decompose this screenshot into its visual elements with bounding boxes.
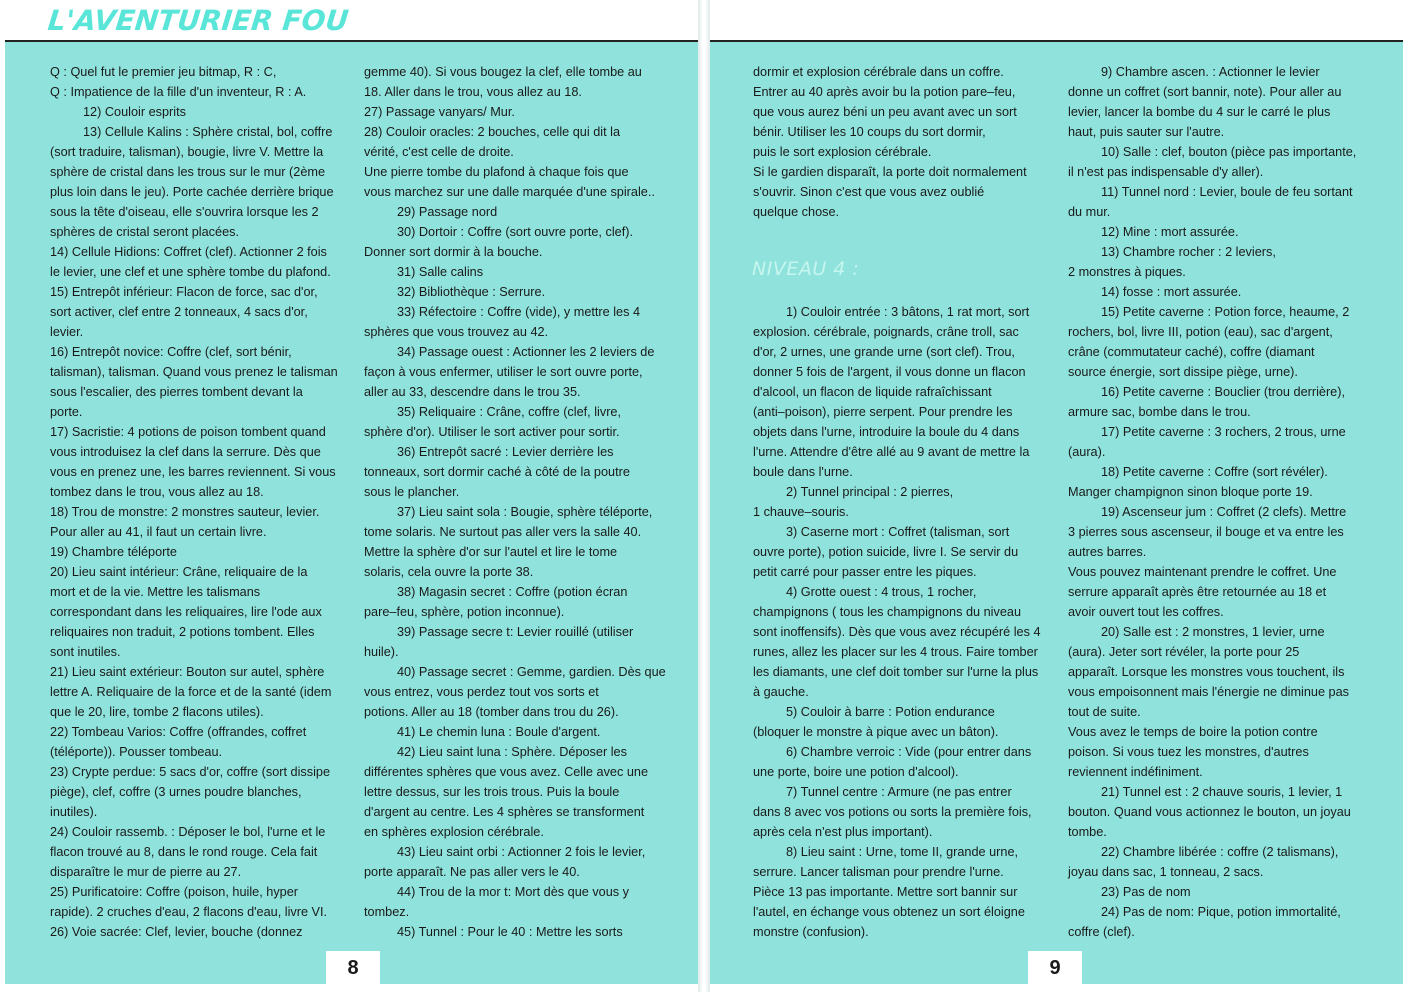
- text-line: sphère de cristal dans les trous sur le mur (2ème: [50, 165, 326, 179]
- text-line: après cela n'est plus important).: [753, 825, 933, 839]
- text-line: différentes sphères que vous avez. Celle avec une: [364, 765, 649, 779]
- text-line: sous la tête d'oiseau, elle s'ouvrira lorsque les 2: [50, 205, 319, 219]
- text-line: 43) Lieu saint orbi : Actionner 2 fois le levier,: [397, 845, 646, 859]
- text-line: l'urne. Attendre d'être allé au 9 avant de mettre la: [753, 445, 1030, 459]
- text-line: (bloquer le monstre à pique avec un bâton).: [753, 725, 999, 739]
- text-line: tombez dans le trou, vous allez au 18.: [50, 485, 264, 499]
- text-line: 4) Grotte ouest : 4 trous, 1 rocher,: [786, 585, 977, 599]
- text-line: piège), clef, coffre (3 urnes poudre blanches,: [50, 785, 302, 799]
- text-line: vous introduisez la clef dans la serrure. Dès que: [50, 445, 321, 459]
- text-line: armure sac, bombe dans le trou.: [1068, 405, 1251, 419]
- text-line: 5) Couloir à barre : Potion endurance: [786, 705, 995, 719]
- text-line: sont inoffensifs). Dès que vous avez récupéré les 4: [753, 625, 1041, 639]
- text-line: sous l'escalier, des pierres tombent devant la: [50, 385, 303, 399]
- text-line: 27) Passage vanyars/ Mur.: [364, 105, 515, 119]
- text-line: donne un coffret (sort bannir, note). Pour aller au: [1068, 85, 1342, 99]
- text-line: tombe.: [1068, 825, 1107, 839]
- header-rule-right: [710, 40, 1403, 42]
- text-line: crâne (commutateur caché), coffre (diamant: [1068, 345, 1315, 359]
- text-line: porte apparaît. Ne pas aller vers le 40.: [364, 865, 580, 879]
- text-line: 22) Chambre libérée : coffre (2 talismans),: [1101, 845, 1339, 859]
- text-line: apparaît. Lorsque les monstres vous touchent, ils: [1068, 665, 1345, 679]
- text-line: 31) Salle calins: [397, 265, 484, 279]
- text-line: 30) Dortoir : Coffre (sort ouvre porte, clef).: [397, 225, 633, 239]
- text-line: reviennent indéfiniment.: [1068, 765, 1203, 779]
- text-line: tome solaris. Ne surtout pas aller vers la salle 40.: [364, 525, 642, 539]
- text-line: solaris, cela ouvre la porte 38.: [364, 565, 534, 579]
- text-column-1: [50, 62, 350, 942]
- text-line: sont inutiles.: [50, 645, 121, 659]
- text-line: coffre (clef).: [1068, 925, 1135, 939]
- text-line: 20) Lieu saint intérieur: Crâne, reliquaire de la: [50, 565, 308, 579]
- text-line: l'autel, en échange vous obtenez un sort éloigne: [753, 905, 1025, 919]
- text-line: tout de suite.: [1068, 705, 1141, 719]
- text-line: les diamants, une clef doit tomber sur l'urne la plus: [753, 665, 1039, 679]
- text-line: 19) Chambre téléporte: [50, 545, 177, 559]
- text-line: (aura).: [1068, 445, 1106, 459]
- magazine-title: L'AVENTURIER FOU: [46, 4, 351, 37]
- text-line: source énergie, sort dissipe piège, urne).: [1068, 365, 1298, 379]
- text-line: 25) Purificatoire: Coffre (poison, huile, hyper: [50, 885, 299, 899]
- text-line: 24) Pas de nom: Pique, potion immortalité,: [1101, 905, 1341, 919]
- text-line: 17) Sacristie: 4 potions de poison tombent quand: [50, 425, 326, 439]
- text-line: champignons ( tous les champignons du niveau: [753, 605, 1022, 619]
- text-line: 13) Cellule Kalins : Sphère cristal, bol, coffre: [83, 125, 333, 139]
- text-line: quelque chose.: [753, 205, 840, 219]
- text-line: 19) Ascenseur jum : Coffret (2 clefs). Mettre: [1101, 505, 1347, 519]
- text-line: 41) Le chemin luna : Boule d'argent.: [397, 725, 601, 739]
- text-line: Manger champignon sinon bloque porte 19.: [1068, 485, 1313, 499]
- text-line: 3 pierres sous ascenseur, il bouge et va entre les: [1068, 525, 1344, 539]
- text-line: 3) Caserne mort : Coffret (talisman, sort: [786, 525, 1010, 539]
- text-line: 11) Tunnel nord : Levier, boule de feu sortant: [1101, 185, 1353, 199]
- text-line: 18) Trou de monstre: 2 monstres sauteur, levier.: [50, 505, 320, 519]
- text-line: vérité, c'est celle de droite.: [364, 145, 514, 159]
- text-line: correspondant dans les reliquaires, lire l'ode aux: [50, 605, 322, 619]
- text-line: mort et de la vie. Mettre les talismans: [50, 585, 261, 599]
- text-line: que le 20, lire, tombe 2 flacons utiles).: [50, 705, 264, 719]
- text-line: 22) Tombeau Varios: Coffre (offrandes, coffret: [50, 725, 307, 739]
- text-line: rapide). 2 cruches d'eau, 2 flacons d'eau, livre VI.: [50, 905, 328, 919]
- text-column-4: [1068, 62, 1368, 942]
- text-line: d'or, 2 urnes, une grande urne (sort clef). Trou,: [753, 345, 1015, 359]
- text-line: 12) Mine : mort assurée.: [1101, 225, 1239, 239]
- text-line: 12) Couloir esprits: [83, 105, 186, 119]
- text-line: rochers, bol, livre III, potion (eau), sac d'argent,: [1068, 325, 1333, 339]
- text-line: [753, 222, 1053, 242]
- text-line: 24) Couloir rassemb. : Déposer le bol, l'urne et le: [50, 825, 326, 839]
- text-line: 37) Lieu saint sola : Bougie, sphère téléporte,: [397, 505, 653, 519]
- text-line: potions. Aller au 18 (tomber dans trou du 26).: [364, 705, 619, 719]
- text-line: pare–feu, sphère, potion inconnue).: [364, 605, 565, 619]
- text-line: 42) Lieu saint luna : Sphère. Déposer les: [397, 745, 627, 759]
- text-line: 15) Petite caverne : Potion force, heaume, 2: [1101, 305, 1350, 319]
- text-line: monstre (confusion).: [753, 925, 869, 939]
- text-line: serrure. Lancer talisman pour prendre l'urne.: [753, 865, 1004, 879]
- text-line: Pour aller au 41, il faut un certain livre.: [50, 525, 267, 539]
- page-number-left: 8: [326, 951, 380, 985]
- text-line: ouvre porte), potion suicide, livre I. Se servir du: [753, 545, 1019, 559]
- text-line: 21) Lieu saint extérieur: Bouton sur autel, sphère: [50, 665, 325, 679]
- text-line: donner 5 fois de l'argent, il vous donne un flacon: [753, 365, 1026, 379]
- text-line: (aura). Jeter sort révéler, la porte pour 25: [1068, 645, 1300, 659]
- text-line: 38) Magasin secret : Coffre (potion écran: [397, 585, 628, 599]
- page-number-right: 9: [1028, 951, 1082, 985]
- text-line: gemme 40). Si vous bougez la clef, elle tombe au: [364, 65, 642, 79]
- text-line: autres barres.: [1068, 545, 1147, 559]
- text-line: 14) Cellule Hidions: Coffret (clef). Actionner 2 fois: [50, 245, 327, 259]
- text-line: sphères que vous trouvez au 42.: [364, 325, 549, 339]
- text-line: vous en prenez une, les barres reviennent. Si vous: [50, 465, 336, 479]
- text-line: façon à vous enfermer, utiliser le sort ouvre porte,: [364, 365, 643, 379]
- text-line: 16) Petite caverne : Bouclier (trou derrière),: [1101, 385, 1345, 399]
- text-line: 16) Entrepôt novice: Coffre (clef, sort bénir,: [50, 345, 292, 359]
- text-line: d'alcool, un flacon de liquide rafraîchissant: [753, 385, 992, 399]
- text-line: 32) Bibliothèque : Serrure.: [397, 285, 546, 299]
- text-line: 28) Couloir oracles: 2 bouches, celle qui dit la: [364, 125, 621, 139]
- text-line: 17) Petite caverne : 3 rochers, 2 trous, urne: [1101, 425, 1346, 439]
- text-line: 23) Crypte perdue: 5 sacs d'or, coffre (sort dissipe: [50, 765, 331, 779]
- text-line: (téléporte)). Pousser tombeau.: [50, 745, 223, 759]
- text-line: Vous avez le temps de boire la potion contre: [1068, 725, 1318, 739]
- text-line: porte.: [50, 405, 83, 419]
- text-line: plus loin dans le jeu). Porte cachée derrière brique: [50, 185, 334, 199]
- text-line: en sphères explosion cérébrale.: [364, 825, 544, 839]
- text-line: sort activer, clef entre 2 tonneaux, 4 sacs d'or,: [50, 305, 308, 319]
- text-line: vous empoisonnent mais l'énergie ne diminue pas: [1068, 685, 1350, 699]
- text-line: 36) Entrepôt sacré : Levier derrière les: [397, 445, 614, 459]
- text-line: 2) Tunnel principal : 2 pierres,: [786, 485, 954, 499]
- text-column-2: [364, 62, 664, 942]
- text-line: levier, lancer la bombe du 4 sur le carré le plus: [1068, 105, 1331, 119]
- text-line: 2 monstres à piques.: [1068, 265, 1186, 279]
- text-line: sous le plancher.: [364, 485, 460, 499]
- text-line: avoir ouvert tout les coffres.: [1068, 605, 1224, 619]
- text-line: reliquaires non traduit, 2 potions tombent. Elles: [50, 625, 315, 639]
- text-line: 34) Passage ouest : Actionner les 2 leviers de: [397, 345, 655, 359]
- text-line: bouton. Quand vous actionnez le bouton, un joyau: [1068, 805, 1351, 819]
- text-line: d'argent au centre. Les 4 sphères se transforment: [364, 805, 645, 819]
- text-line: 45) Tunnel : Pour le 40 : Mettre les sorts: [397, 925, 623, 939]
- text-line: Une pierre tombe du plafond à chaque fois que: [364, 165, 629, 179]
- text-line: (sort traduire, talisman), bougie, livre V. Mettre la: [50, 145, 324, 159]
- text-line: 15) Entrepôt inférieur: Flacon de force, sac d'or,: [50, 285, 318, 299]
- text-line: 44) Trou de la mor t: Mort dès que vous y: [397, 885, 630, 899]
- text-line: 1) Couloir entrée : 3 bâtons, 1 rat mort, sort: [786, 305, 1030, 319]
- text-line: 13) Chambre rocher : 2 leviers,: [1101, 245, 1276, 259]
- text-line: 6) Chambre verroic : Vide (pour entrer dans: [786, 745, 1032, 759]
- text-line: Si le gardien disparaît, la porte doit normalement: [753, 165, 1027, 179]
- text-line: Q : Impatience de la fille d'un inventeur, R : A.: [50, 85, 307, 99]
- text-line: dans 8 avec vos potions ou sorts la première fois,: [753, 805, 1032, 819]
- text-line: s'ouvrir. Sinon c'est que vous avez oublié: [753, 185, 985, 199]
- text-line: haut, puis sauter sur l'autre.: [1068, 125, 1225, 139]
- text-line: 1 chauve–souris.: [753, 505, 849, 519]
- text-line: 35) Reliquaire : Crâne, coffre (clef, livre,: [397, 405, 622, 419]
- text-line: sphères de cristal seront placées.: [50, 225, 239, 239]
- text-line: objets dans l'urne, introduire la boule du 4 dans: [753, 425, 1020, 439]
- text-line: dormir et explosion cérébrale dans un coffre.: [753, 65, 1004, 79]
- text-line: flacon trouvé au 8, dans le rond rouge. Cela fait: [50, 845, 318, 859]
- text-line: bénir. Utiliser les 10 coups du sort dormir,: [753, 125, 986, 139]
- text-line: tombez.: [364, 905, 410, 919]
- text-line: huile).: [364, 645, 399, 659]
- text-line: petit carré pour passer entre les piques.: [753, 565, 977, 579]
- text-line: inutiles).: [50, 805, 98, 819]
- text-line: Entrer au 40 après avoir bu la potion pare–feu,: [753, 85, 1016, 99]
- text-line: [753, 282, 1053, 302]
- text-line: 8) Lieu saint : Urne, tome II, grande urne,: [786, 845, 1019, 859]
- text-line: à gauche.: [753, 685, 809, 699]
- page-gutter: [698, 0, 710, 992]
- text-line: levier.: [50, 325, 84, 339]
- text-line: 18. Aller dans le trou, vous allez au 18.: [364, 85, 582, 99]
- text-line: Q : Quel fut le premier jeu bitmap, R : C,: [50, 65, 277, 79]
- text-line: talisman), talisman. Quand vous prenez le talisman: [50, 365, 338, 379]
- section-heading: NIVEAU 4 :: [752, 258, 860, 280]
- text-line: Mettre la sphère d'or sur l'autel et lire le tome: [364, 545, 618, 559]
- text-line: 23) Pas de nom: [1101, 885, 1191, 899]
- text-line: 7) Tunnel centre : Armure (ne pas entrer: [786, 785, 1012, 799]
- text-line: 20) Salle est : 2 monstres, 1 levier, urne: [1101, 625, 1325, 639]
- text-line: lettre A. Reliquaire de la force et de la santé (idem: [50, 685, 332, 699]
- text-line: Donner sort dormir à la bouche.: [364, 245, 543, 259]
- text-line: que vous aurez béni un peu avant avec un sort: [753, 105, 1017, 119]
- text-line: 29) Passage nord: [397, 205, 498, 219]
- text-line: puis le sort explosion cérébrale.: [753, 145, 932, 159]
- text-line: il n'est pas indispensable d'y aller).: [1068, 165, 1264, 179]
- text-line: 40) Passage secret : Gemme, gardien. Dès que: [397, 665, 666, 679]
- text-line: Vous pouvez maintenant prendre le coffret. Une: [1068, 565, 1337, 579]
- text-line: aller au 33, descendre dans le trou 35.: [364, 385, 581, 399]
- text-line: 39) Passage secre t: Levier rouillé (utiliser: [397, 625, 634, 639]
- text-line: une porte, boire une potion d'alcool).: [753, 765, 959, 779]
- text-line: explosion. cérébrale, poignards, crâne troll, sac: [753, 325, 1019, 339]
- text-line: vous entrez, vous perdez tout vos sorts et: [364, 685, 599, 699]
- text-line: 14) fosse : mort assurée.: [1101, 285, 1242, 299]
- text-line: joyau dans sac, 1 tonneau, 2 sacs.: [1068, 865, 1264, 879]
- text-line: lettre dessus, sur les trois trous. Puis la boule: [364, 785, 620, 799]
- text-line: Pièce 13 pas importante. Mettre sort bannir sur: [753, 885, 1018, 899]
- text-line: le levier, une clef et une sphère tombe du plafond.: [50, 265, 331, 279]
- text-line: tonneaux, sort dormir caché à côté de la poutre: [364, 465, 630, 479]
- text-line: (anti–poison), pierre serpent. Pour prendre les: [753, 405, 1013, 419]
- text-line: 33) Réfectoire : Coffre (vide), y mettre les 4: [397, 305, 641, 319]
- text-line: 10) Salle : clef, bouton (pièce pas importante,: [1101, 145, 1357, 159]
- text-line: sphère d'or). Utiliser le sort activer pour sortir.: [364, 425, 620, 439]
- text-line: 9) Chambre ascen. : Actionner le levier: [1101, 65, 1320, 79]
- text-line: 21) Tunnel est : 2 chauve souris, 1 levier, 1: [1101, 785, 1343, 799]
- text-line: disparaître le mur de pierre au 27.: [50, 865, 242, 879]
- text-line: boule dans l'urne.: [753, 465, 853, 479]
- text-line: runes, allez les placer sur les 4 trous. Faire tomber: [753, 645, 1038, 659]
- header-rule-left: [5, 40, 698, 42]
- text-line: 18) Petite caverne : Coffre (sort révéler).: [1101, 465, 1328, 479]
- text-line: du mur.: [1068, 205, 1111, 219]
- text-line: serrure apparaît après être retournée au 18 et: [1068, 585, 1327, 599]
- text-line: poison. Si vous tuez les monstres, d'autres: [1068, 745, 1309, 759]
- text-line: vous marchez sur une dalle marquée d'une spirale..: [364, 185, 655, 199]
- text-column-3: [753, 62, 1053, 942]
- text-line: 26) Voie sacrée: Clef, levier, bouche (donnez: [50, 925, 303, 939]
